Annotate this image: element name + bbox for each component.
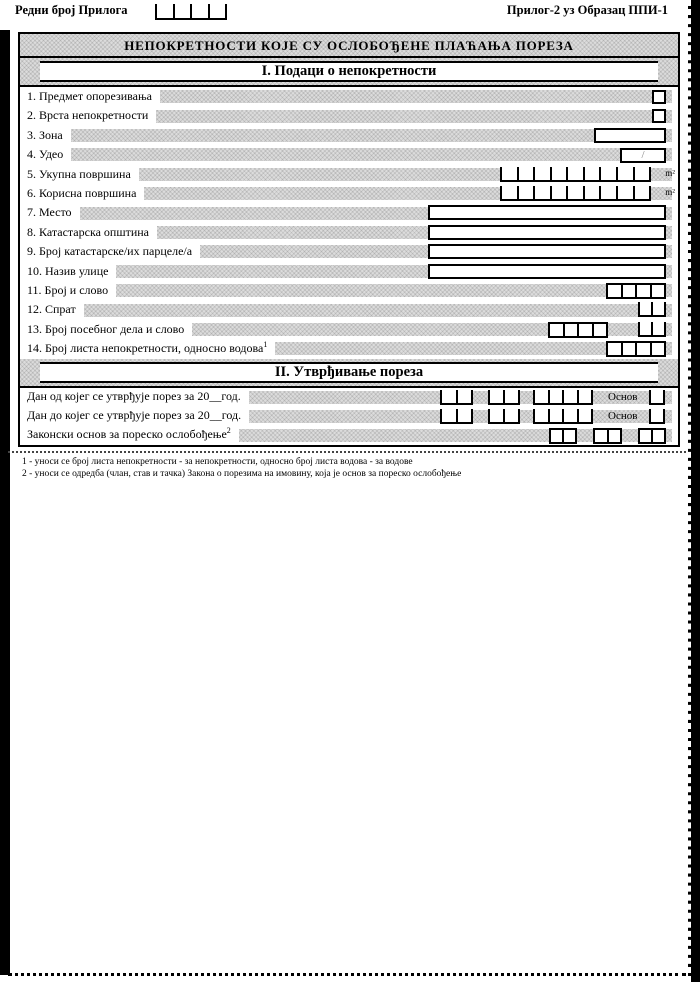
comb-cell[interactable] <box>550 167 567 180</box>
street-name-field[interactable] <box>428 264 666 279</box>
comb-cell[interactable] <box>500 186 517 199</box>
row-label: Законски основ за пореско ослобођење$^2$ <box>27 426 231 442</box>
comb-cell[interactable] <box>517 186 534 199</box>
row-label: 1. Предмет опорезивања <box>27 89 152 103</box>
row-label: 10. Назив улице <box>27 263 109 278</box>
zone-field[interactable] <box>594 128 666 143</box>
comb-cell[interactable] <box>456 409 474 422</box>
square-meters-unit: m² <box>665 167 675 178</box>
comb-cell[interactable] <box>548 409 563 422</box>
box-cell[interactable] <box>577 324 592 336</box>
tax-to-year-comb[interactable] <box>533 409 593 424</box>
comb-cell[interactable] <box>155 4 173 18</box>
taxation-subject-box[interactable] <box>652 90 666 104</box>
comb-cell[interactable] <box>651 322 666 335</box>
legal-basis-boxes-3[interactable] <box>638 428 666 444</box>
filler-bar <box>71 148 672 161</box>
box-cell[interactable] <box>635 285 650 297</box>
footnote-1: 1 - уноси се број листа непокретности - за непокретности, односно број листа водова - за водове <box>22 457 413 467</box>
perforation-line-mid <box>8 451 686 453</box>
comb-cell[interactable] <box>533 167 550 180</box>
ordinal-number-comb[interactable] <box>155 4 227 20</box>
row-label: 6. Корисна површина <box>27 186 137 200</box>
comb-cell[interactable] <box>577 409 594 422</box>
form-row <box>20 145 678 164</box>
box-cell[interactable] <box>608 343 621 355</box>
form-row <box>20 300 678 319</box>
filler-bar <box>116 284 672 297</box>
box-cell[interactable] <box>595 430 607 442</box>
legal-basis-boxes-2[interactable] <box>593 428 622 444</box>
form-row <box>20 242 678 261</box>
comb-cell[interactable] <box>562 390 577 403</box>
form-designation-label: Прилог-2 уз Образац ППИ-1 <box>506 3 668 17</box>
comb-cell[interactable] <box>649 390 665 403</box>
box-cell[interactable] <box>592 324 607 336</box>
property-type-box[interactable] <box>652 109 666 123</box>
row-label: 11. Број и слово <box>27 283 109 297</box>
comb-cell[interactable] <box>190 4 208 18</box>
form-row <box>20 262 678 281</box>
comb-cell[interactable] <box>533 390 548 403</box>
footnotes <box>22 457 461 480</box>
tax-to-day-comb[interactable] <box>440 409 473 424</box>
tax-from-year-comb[interactable] <box>533 390 593 405</box>
box-cell[interactable] <box>551 430 562 442</box>
form-row <box>20 184 678 203</box>
row-label: 4. Удео <box>27 147 64 162</box>
cadastral-municipality-field[interactable] <box>428 225 666 240</box>
box-cell[interactable] <box>650 285 665 297</box>
comb-cell[interactable] <box>649 409 665 422</box>
form-title: НЕПОКРЕТНОСТИ КОЈЕ СУ ОСЛОБОЂЕНЕ ПЛАЋАЊА ПОРЕЗА <box>20 34 678 58</box>
footnote-ref: 2 <box>226 426 231 436</box>
filler-bar <box>84 304 672 317</box>
form-row <box>20 203 678 222</box>
form-row <box>20 407 678 426</box>
comb-cell[interactable] <box>566 167 583 180</box>
comb-cell[interactable] <box>566 186 583 199</box>
comb-cell[interactable] <box>503 409 520 422</box>
box-cell[interactable] <box>640 430 651 442</box>
comb-cell[interactable] <box>548 390 563 403</box>
legal-basis-boxes-1[interactable] <box>549 428 577 444</box>
comb-cell[interactable] <box>638 322 651 335</box>
comb-cell[interactable] <box>562 409 577 422</box>
ordinal-number-label: Редни број Прилога <box>15 3 128 17</box>
comb-cell[interactable] <box>633 186 652 199</box>
filler-bar <box>160 90 672 103</box>
filler-bar <box>71 129 672 142</box>
special-part-letter-comb[interactable] <box>638 322 666 337</box>
comb-cell[interactable] <box>173 4 191 18</box>
tax-from-month-comb[interactable] <box>488 390 520 405</box>
place-field[interactable] <box>428 205 666 220</box>
square-meters-unit: m² <box>665 187 675 197</box>
parcel-number-field[interactable] <box>428 244 666 259</box>
number-letter-boxes[interactable] <box>606 283 666 299</box>
floor-comb[interactable] <box>638 302 666 317</box>
row-label: 8. Катастарска општина <box>27 224 149 239</box>
footnote-2: 2 - уноси се одредба (члан, став и тачка) Закона о порезима на имовину, која је основ за пореско ослобођење <box>22 468 462 479</box>
usable-area-comb[interactable] <box>500 186 651 201</box>
property-sheet-boxes[interactable] <box>606 341 666 357</box>
form-row <box>20 426 678 445</box>
form-row <box>20 106 678 125</box>
footnote-ref: 1 <box>263 340 268 350</box>
comb-cell[interactable] <box>440 390 456 403</box>
scan-edge-left <box>0 30 10 975</box>
tax-to-month-comb[interactable] <box>488 409 520 424</box>
form-row <box>20 281 678 300</box>
section1-header <box>20 58 678 87</box>
comb-cell[interactable] <box>500 167 517 180</box>
comb-cell[interactable] <box>616 186 633 199</box>
section1-title: I. Подаци о непокретности <box>40 61 658 82</box>
tax-from-basis-box[interactable] <box>649 390 665 405</box>
comb-cell[interactable] <box>651 302 666 315</box>
fraction-slash: / <box>641 148 645 161</box>
comb-cell[interactable] <box>616 167 633 180</box>
comb-cell[interactable] <box>456 390 474 403</box>
row-label: 12. Спрат <box>27 302 76 317</box>
box-cell[interactable] <box>550 324 563 336</box>
comb-cell[interactable] <box>633 167 652 180</box>
row-label: 5. Укупна површина <box>27 166 131 181</box>
form-row <box>20 87 678 106</box>
box-cell[interactable] <box>608 285 621 297</box>
scan-edge-right <box>688 0 700 982</box>
box-cell[interactable] <box>621 285 636 297</box>
share-fraction-field[interactable] <box>620 148 666 163</box>
row-label: 13. Број посебног дела и слово <box>27 321 185 336</box>
comb-cell[interactable] <box>583 167 600 180</box>
comb-cell[interactable] <box>577 390 594 403</box>
section2-header <box>20 359 678 388</box>
row-label: 2. Врста непокретности <box>27 108 149 123</box>
basis-label: Основ <box>608 390 638 403</box>
comb-cell[interactable] <box>533 409 548 422</box>
row-label: Дан до којег се утврђује порез за 20__год. <box>27 408 242 423</box>
box-cell[interactable] <box>651 430 664 442</box>
comb-cell[interactable] <box>599 186 616 199</box>
form-row <box>20 223 678 242</box>
comb-cell[interactable] <box>583 186 600 199</box>
perforation-line-bottom <box>8 973 686 976</box>
comb-cell[interactable] <box>488 390 503 403</box>
comb-cell[interactable] <box>208 4 228 18</box>
comb-cell[interactable] <box>638 302 651 315</box>
comb-cell[interactable] <box>440 409 456 422</box>
box-cell[interactable] <box>650 343 665 355</box>
form-row <box>20 126 678 145</box>
section2-title: II. Утврђивање пореза <box>40 362 658 383</box>
comb-cell[interactable] <box>488 409 503 422</box>
box-cell[interactable] <box>621 343 636 355</box>
row-label: 14. Број листа непокретности, односно водова$^1$ <box>27 340 268 356</box>
basis-label: Основ <box>608 409 638 422</box>
comb-cell[interactable] <box>503 390 520 403</box>
filler-bar <box>156 110 672 123</box>
comb-cell[interactable] <box>550 186 567 199</box>
box-cell[interactable] <box>635 343 650 355</box>
comb-cell[interactable] <box>599 167 616 180</box>
box-cell[interactable] <box>562 430 575 442</box>
form-row <box>20 339 678 358</box>
box-cell[interactable] <box>563 324 578 336</box>
comb-cell[interactable] <box>517 167 534 180</box>
form-row <box>20 388 678 407</box>
comb-cell[interactable] <box>533 186 550 199</box>
form-row <box>20 320 678 339</box>
row-label: 9. Број катастарске/их парцеле/а <box>27 244 193 259</box>
tax-to-basis-box[interactable] <box>649 409 665 424</box>
form-row <box>20 165 678 184</box>
total-area-comb[interactable] <box>500 167 651 182</box>
row-label: 7. Место <box>27 205 72 220</box>
main-form-box <box>18 32 680 447</box>
row-label: 3. Зона <box>27 127 63 142</box>
row-label: Дан од којег се утврђује порез за 20__год. <box>27 389 241 404</box>
special-part-number-boxes[interactable] <box>548 322 608 338</box>
box-cell[interactable] <box>607 430 621 442</box>
tax-from-day-comb[interactable] <box>440 390 473 405</box>
